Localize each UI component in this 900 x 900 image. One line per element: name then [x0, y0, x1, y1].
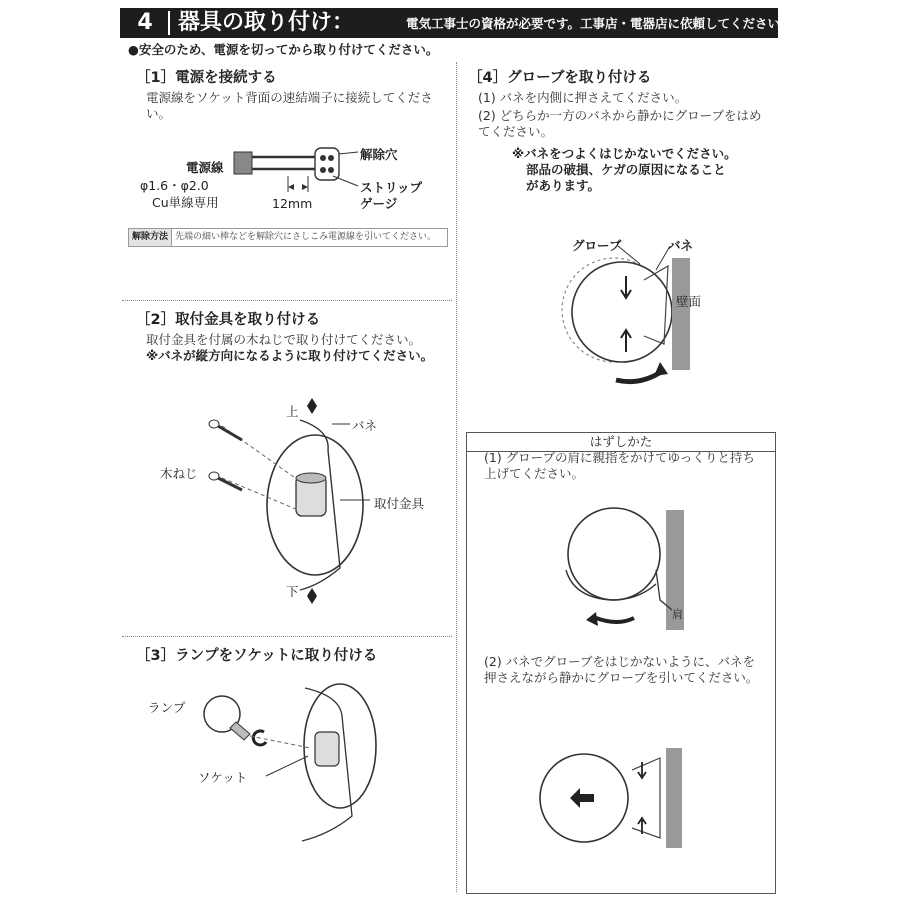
socket-label: ソケット — [198, 770, 248, 785]
quick-terminal — [315, 148, 339, 180]
spring-label: バネ — [352, 418, 378, 433]
step4-note-2: 部品の破損、ケガの原因になること — [526, 162, 726, 177]
leader-socket — [266, 756, 308, 776]
wire-insulation — [234, 152, 252, 174]
step2-text: 取付金具を付属の木ねじで取り付けてください。 — [146, 332, 422, 347]
wire-type-label: Cu単線専用 — [152, 195, 219, 210]
step2-note: ※バネが縦方向になるように取り付けてください。 — [146, 348, 434, 363]
strip-gauge-label-2: ゲージ — [360, 196, 398, 211]
release-method-text: 先端の細い棒などを解除穴にさしこみ電源線を引いてください。 — [175, 232, 437, 242]
terminal-hole — [320, 167, 326, 173]
spring-outline — [632, 758, 660, 838]
rotate-arrowhead-icon — [654, 362, 668, 376]
screw-label: 木ねじ — [160, 466, 198, 481]
section-subtitle: 電気工事士の資格が必要です。工事店・電器店に依頼してください。 — [406, 16, 793, 31]
step2-heading: ［2］取付金具を取り付ける — [136, 312, 321, 328]
step4-item-1: (1) バネを内側に押さえてください。 — [478, 90, 688, 105]
strip-gauge-label: ストリップ — [360, 180, 423, 195]
up-label: 上 — [286, 404, 299, 419]
column-divider — [456, 62, 457, 892]
globe — [568, 508, 660, 600]
step4-item-2: (2) どちらか一方のバネから静かにグローブをはめてください。 — [478, 108, 762, 139]
shoulder-label: 肩 — [672, 608, 683, 621]
spring-label-step4: バネ — [668, 238, 694, 253]
section-number: 4 — [137, 10, 153, 35]
up-arrow-icon — [307, 398, 317, 414]
lamp-socket-diagram — [180, 676, 380, 846]
section-divider-1 — [122, 300, 452, 301]
socket-body — [315, 732, 339, 766]
screw-head — [209, 472, 219, 480]
down-label: 下 — [286, 584, 299, 599]
safety-warning: ●安全のため、電源を切ってから取り付けてください。 — [128, 42, 439, 57]
wire-diameter-label: φ1.6・φ2.0 — [140, 178, 209, 193]
terminal-hole — [328, 167, 334, 173]
screw-shank — [218, 426, 242, 440]
wall — [672, 258, 702, 370]
globe — [572, 262, 672, 362]
removal-heading: はずしかた — [467, 433, 775, 452]
step4-heading: ［4］グローブを取り付ける — [468, 70, 652, 86]
release-method-note — [128, 228, 448, 247]
socket-top — [296, 473, 326, 483]
step1-text: 電源線をソケット背面の速結端子に接続してください。 — [146, 90, 433, 121]
section-header — [120, 8, 793, 38]
lift-arrow-icon — [596, 618, 634, 622]
release-hole-label: 解除穴 — [360, 147, 398, 162]
lamp-label: ランプ — [148, 700, 186, 715]
step4-note-3: があります。 — [526, 178, 601, 193]
push-arrow-icon — [638, 818, 646, 834]
wire-label: 電源線 — [186, 160, 224, 175]
section-divider-2 — [122, 636, 452, 637]
bracket-label: 取付金具 — [374, 496, 425, 511]
lift-arrowhead-icon — [586, 612, 598, 626]
lamp-base — [230, 722, 250, 740]
strip-length-label: 12mm — [272, 196, 313, 211]
removal-step2-diagram — [536, 748, 686, 858]
section-title: 器具の取り付け： — [178, 10, 355, 35]
dim-arrows — [288, 184, 308, 190]
leader-release-hole — [339, 152, 358, 154]
terminal-hole — [320, 155, 326, 161]
release-method-tag: 解除方法 — [129, 229, 172, 246]
leader-strip-gauge — [333, 176, 358, 186]
down-arrow-icon — [307, 588, 317, 604]
wall — [666, 748, 682, 848]
wall-label: 壁面 — [676, 294, 702, 309]
step1-heading: ［1］電源を接続する — [136, 70, 277, 86]
globe-label: グローブ — [572, 238, 622, 253]
removal-item-2: (2) バネでグローブをはじかないように、バネを押さえながら静かにグローブを引いてください。 — [484, 654, 759, 685]
globe-install-diagram — [556, 236, 706, 396]
removal-item-1: (1) グローブの肩に親指をかけてゆっくりと持ち上げてください。 — [484, 450, 755, 481]
screw-shank — [218, 478, 242, 490]
step3-heading: ［3］ランプをソケットに取り付ける — [136, 648, 378, 664]
screw-head — [209, 420, 219, 428]
step4-note-1: ※バネをつよくはじかないでください。 — [512, 146, 737, 161]
header-divider — [168, 11, 170, 35]
terminal-hole — [328, 155, 334, 161]
